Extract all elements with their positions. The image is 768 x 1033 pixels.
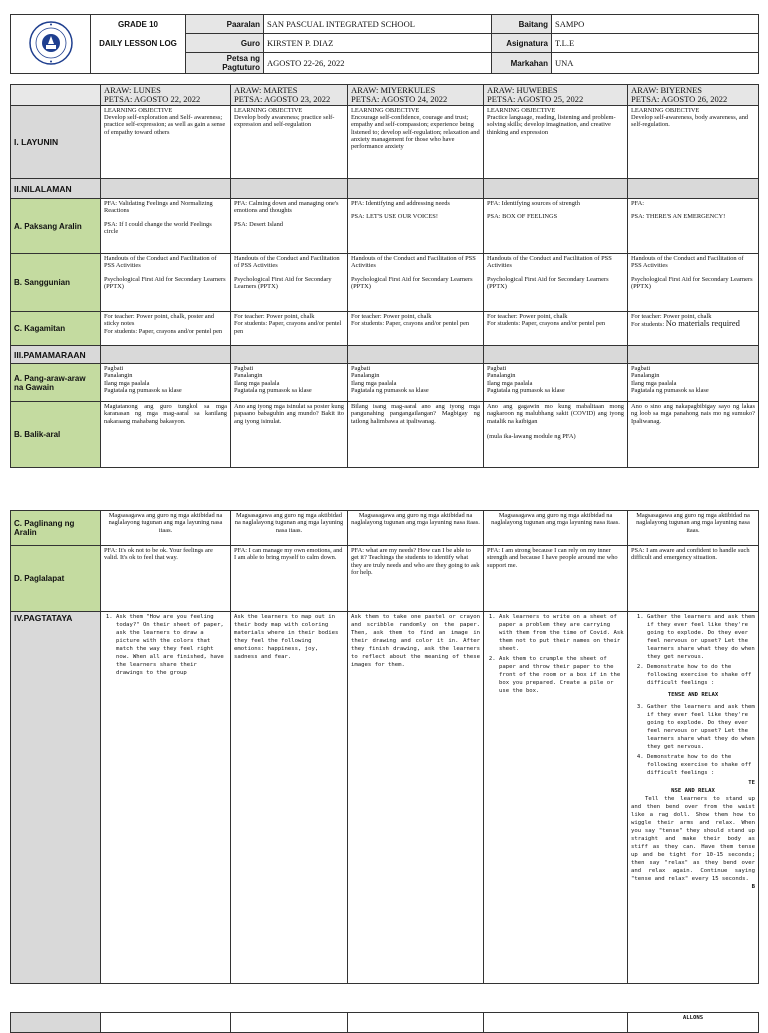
log-title: DAILY LESSON LOG [91, 34, 186, 53]
paksang-tue: PFA: Calming down and managing one's emotions and thoughts PSA: Desert Island [231, 199, 348, 254]
baitang-label: Baitang [492, 15, 552, 34]
day-header-thu: ARAW: HUWEBES PETSA: AGOSTO 25, 2022 [484, 85, 628, 106]
paksang-aralin-label: A. Paksang Aralin [11, 199, 101, 254]
markahan-value: UNA [552, 53, 759, 74]
layunin-thu: LEARNING OBJECTIVE Practice language, reading, listening and problem-solving skills; develop imagination, and creative thinking and expression [484, 106, 628, 179]
gawain-label: A. Pang-araw-araw na Gawain [11, 364, 101, 402]
paglalapat-wed: PFA: what are my needs? How can I be able to get it? Teachings the students to identify what they are truly needs and who are they going to ask for help. [348, 546, 484, 612]
layunin-wed: LEARNING OBJECTIVE Encourage self-confidence, courage and trust; empathy and self-compassion; experience being listened to; develop self-regulation; relaxation and anxiety management for those who have performance anxiety [348, 106, 484, 179]
kagamitan-label: C. Kagamitan [11, 312, 101, 346]
balik-fri: Ano o sino ang nakapagbibigay sayo ng lakas ng loob sa mga panahong nais mo ng sumuko? Ipaliwanag. [628, 402, 759, 468]
pagtataya-wed: Ask them to take one pastel or crayon and scribble randomly on the paper. Then, ask them to find an image in their drawing and color it in. After they finish drawing, ask the learners to reflect about the meaning of these images for them. [348, 612, 484, 984]
lesson-log-table-part3 [10, 1012, 759, 1033]
petsa-label: Petsa ng Pagtuturo [186, 53, 264, 74]
gawain-thu: Pagbati Panalangin Ilang mga paalala Pagtatala ng pumasok sa klase [484, 364, 628, 402]
paglinang-wed: Magsasagawa ang guro ng mga aktibidad na naglalayong tugunan ang mga layuning nasa itaas. [348, 511, 484, 546]
balik-aral-label: B. Balik-aral [11, 402, 101, 468]
paglalapat-mon: PFA: It's ok not to be ok. Your feelings are valid. It's ok to feel that way. [101, 546, 231, 612]
day-header-mon: ARAW: LUNES PETSA: AGOSTO 22, 2022 [101, 85, 231, 106]
balik-thu: Ano ang gagawin mo kung mabalitaan mong nagkaroon ng malubhang sakit (COVID) ang iyong matalik na kaibigan (mula ika-lawang module ng PFA) [484, 402, 628, 468]
kagamitan-fri: For teacher: Power point, chalk For students: No materials required [628, 312, 759, 346]
pagtataya-thu: 1. Ask learners to write on a sheet of paper a problem they are carrying with them from the time of Covid. Ask them not to put their names on their sheet. 2. Ask them to crumple the sheet of paper and throw their paper to the front of the room or a box if in the box you prepared. Create a pile or use the box. [484, 612, 628, 984]
paksang-mon: PFA: Validating Feelings and Normalizing Reactions PSA: If I could change the world Feelings circle [101, 199, 231, 254]
balik-mon: Magtatanong ang guro tungkol sa mga karanasan ng mga mag-aaral sa kanilang nakaraang mahabang bakasyon. [101, 402, 231, 468]
guro-value: KIRSTEN P. DIAZ [264, 34, 492, 53]
paglinang-thu: Magsasagawa ang guro ng mga aktibidad na naglalayong tugunan ang mga layuning nasa itaas. [484, 511, 628, 546]
pamamaraan-label: III.PAMAMARAAN [11, 346, 101, 364]
day-header-tue: ARAW: MARTES PETSA: AGOSTO 23, 2022 [231, 85, 348, 106]
gawain-fri: Pagbati Panalangin Ilang mga paalala Pagtatala ng pumasok sa klase [628, 364, 759, 402]
layunin-mon: LEARNING OBJECTIVE Develop self-exploration and Self- awareness; practice self-expression; as well as gain a sense of empathy toward others [101, 106, 231, 179]
allons-text: ALLONS [628, 1013, 759, 1033]
header-table [10, 14, 759, 74]
markahan-label: Markahan [492, 53, 552, 74]
gawain-tue: Pagbati Panalangin Ilang mga paalala Pagtatala ng pumasok sa klase [231, 364, 348, 402]
sanggunian-label: B. Sanggunian [11, 254, 101, 312]
sanggunian-tue: Handouts of the Conduct and Facilitation of PSS Activities Psychological First Aid for Secondary Learners (PPTX) [231, 254, 348, 312]
lesson-log-table-part2 [10, 510, 759, 984]
paaralan-value: SAN PASCUAL INTEGRATED SCHOOL [264, 15, 492, 34]
asignatura-label: Asignatura [492, 34, 552, 53]
gawain-wed: Pagbati Panalangin Ilang mga paalala Pagtatala ng pumasok sa klase [348, 364, 484, 402]
deped-seal [11, 15, 91, 74]
balik-tue: Ano ang iyong mga isinulat sa poster kung papaano babaguhin ang mundo? Bakit ito ang iyong isinulat. [231, 402, 348, 468]
sanggunian-thu: Handouts of the Conduct and Facilitation of PSS Activities Psychological First Aid for Secondary Learners (PPTX) [484, 254, 628, 312]
paksang-thu: PFA: Identifying sources of strength PSA: BOX OF FEELINGS [484, 199, 628, 254]
kagamitan-thu: For teacher: Power point, chalk For students: Paper, crayons and/or pentel pen [484, 312, 628, 346]
day-header-fri: ARAW: BIYERNES PETSA: AGOSTO 26, 2022 [628, 85, 759, 106]
lesson-log-table-part1 [10, 84, 759, 468]
guro-label: Guro [186, 34, 264, 53]
day-header-wed: ARAW: MIYERKULES PETSA: AGOSTO 24, 2022 [348, 85, 484, 106]
grade-label: GRADE 10 [91, 15, 186, 34]
sanggunian-mon: Handouts of the Conduct and Facilitation of PSS Activities Psychological First Aid for Secondary Learners (PPTX) [101, 254, 231, 312]
balik-wed: Bilang isang mag-aaral ano ang iyong mga pangunahing pangangailangan? Magbigay ng tatlong halimbawa at ipaliwanag. [348, 402, 484, 468]
seal-icon [29, 21, 73, 65]
paglalapat-tue: PFA: I can manage my own emotions, and I am able to bring myself to calm down. [231, 546, 348, 612]
sanggunian-fri: Handouts of the Conduct and Facilitation of PSS Activities Psychological First Aid for Secondary Learners (PPTX) [628, 254, 759, 312]
paksang-fri: PFA: PSA: THERE'S AN EMERGENCY! [628, 199, 759, 254]
pagtataya-tue: Ask the learners to map out in their body map with coloring materials where in their bodies they feel the following emotions: happiness, joy, sadness and fear. [231, 612, 348, 984]
paglinang-fri: Magsasagawa ang guro ng mga aktibidad na naglalayong tugunan ang mga layuning nasa itaas. [628, 511, 759, 546]
sanggunian-wed: Handouts of the Conduct and Facilitation of PSS Activities Psychological First Aid for Secondary Learners (PPTX) [348, 254, 484, 312]
gawain-mon: Pagbati Panalangin Ilang mga paalala Pagtatala ng pumasok sa klase [101, 364, 231, 402]
paglalapat-label: D. Paglalapat [11, 546, 101, 612]
baitang-value: SAMPO [552, 15, 759, 34]
paglinang-mon: Magsasagawa ang guro ng mga aktibidad na naglalayong tugunan ang mga layuning nasa itaas. [101, 511, 231, 546]
asignatura-value: T.L.E [552, 34, 759, 53]
kagamitan-wed: For teacher: Power point, chalk For students: Paper, crayons and/or pentel pen [348, 312, 484, 346]
paglinang-label: C. Paglinang ng Aralin [11, 511, 101, 546]
pagtataya-mon: 1. Ask them "How are you feeling today?" On their sheet of paper, ask the learners to draw a picture with the colors that match the way they feel right now. When all are finished, have the learners share their drawings to the group [101, 612, 231, 984]
nilalaman-label: II.NILALAMAN [11, 179, 101, 199]
layunin-fri: LEARNING OBJECTIVE Develop self-awareness, body awareness, and self-regulation. [628, 106, 759, 179]
corner-cell [11, 85, 101, 106]
kagamitan-mon: For teacher: Power point, chalk, poster and sticky notes For students: Paper, crayons and/or pentel pen [101, 312, 231, 346]
layunin-label: I. LAYUNIN [11, 106, 101, 179]
petsa-value: AGOSTO 22-26, 2022 [264, 53, 492, 74]
paglalapat-fri: PSA: I am aware and confident to handle such difficult and emergency situation. [628, 546, 759, 612]
paaralan-label: Paaralan [186, 15, 264, 34]
kagamitan-tue: For teacher: Power point, chalk For students: Paper, crayons and/or pentel pen [231, 312, 348, 346]
paglinang-tue: Magsasagawa ang guro ng mga aktibidad na naglalayong tugunan ang mga layuning nasa itaas. [231, 511, 348, 546]
pagtataya-label: IV.PAGTATAYA [11, 612, 101, 984]
layunin-tue: LEARNING OBJECTIVE Develop body awareness; practice self-expression and self-regulation [231, 106, 348, 179]
pagtataya-fri: 1. Gather the learners and ask them if they ever feel like they're going to explode. Do they ever feel nervous or upset? Let the learners share what they do when they get nervous. 2. Demonstrate how to do the following exercise to shake off difficult feelings : TENSE AND RELAX 3. Gather the learners and ask them if they ever feel like they're going to explode. Do they ever feel nervous or upset? Let the learners share what they do when they get nervous. 4. Demonstrate how to do the following exercise to shake off difficult feelings : TE NSE AND RELAX Tell the learners to stand up and then bend over from the waist like a rag doll. Show them how to wiggle their arms and relax. When you say "tense" they should stand up straight and make their body as stiff as they can. Have them tense up and be tight for 10-15 seconds; then say "relax" as they bend over and relax again. Continue saying "tense and relax" every 15 seconds. B [628, 612, 759, 984]
paglalapat-thu: PFA: I am strong because I can rely on my inner strength and because I have people around me who support me. [484, 546, 628, 612]
paksang-wed: PFA: Identifying and addressing needs PSA: LET'S USE OUR VOICES! [348, 199, 484, 254]
